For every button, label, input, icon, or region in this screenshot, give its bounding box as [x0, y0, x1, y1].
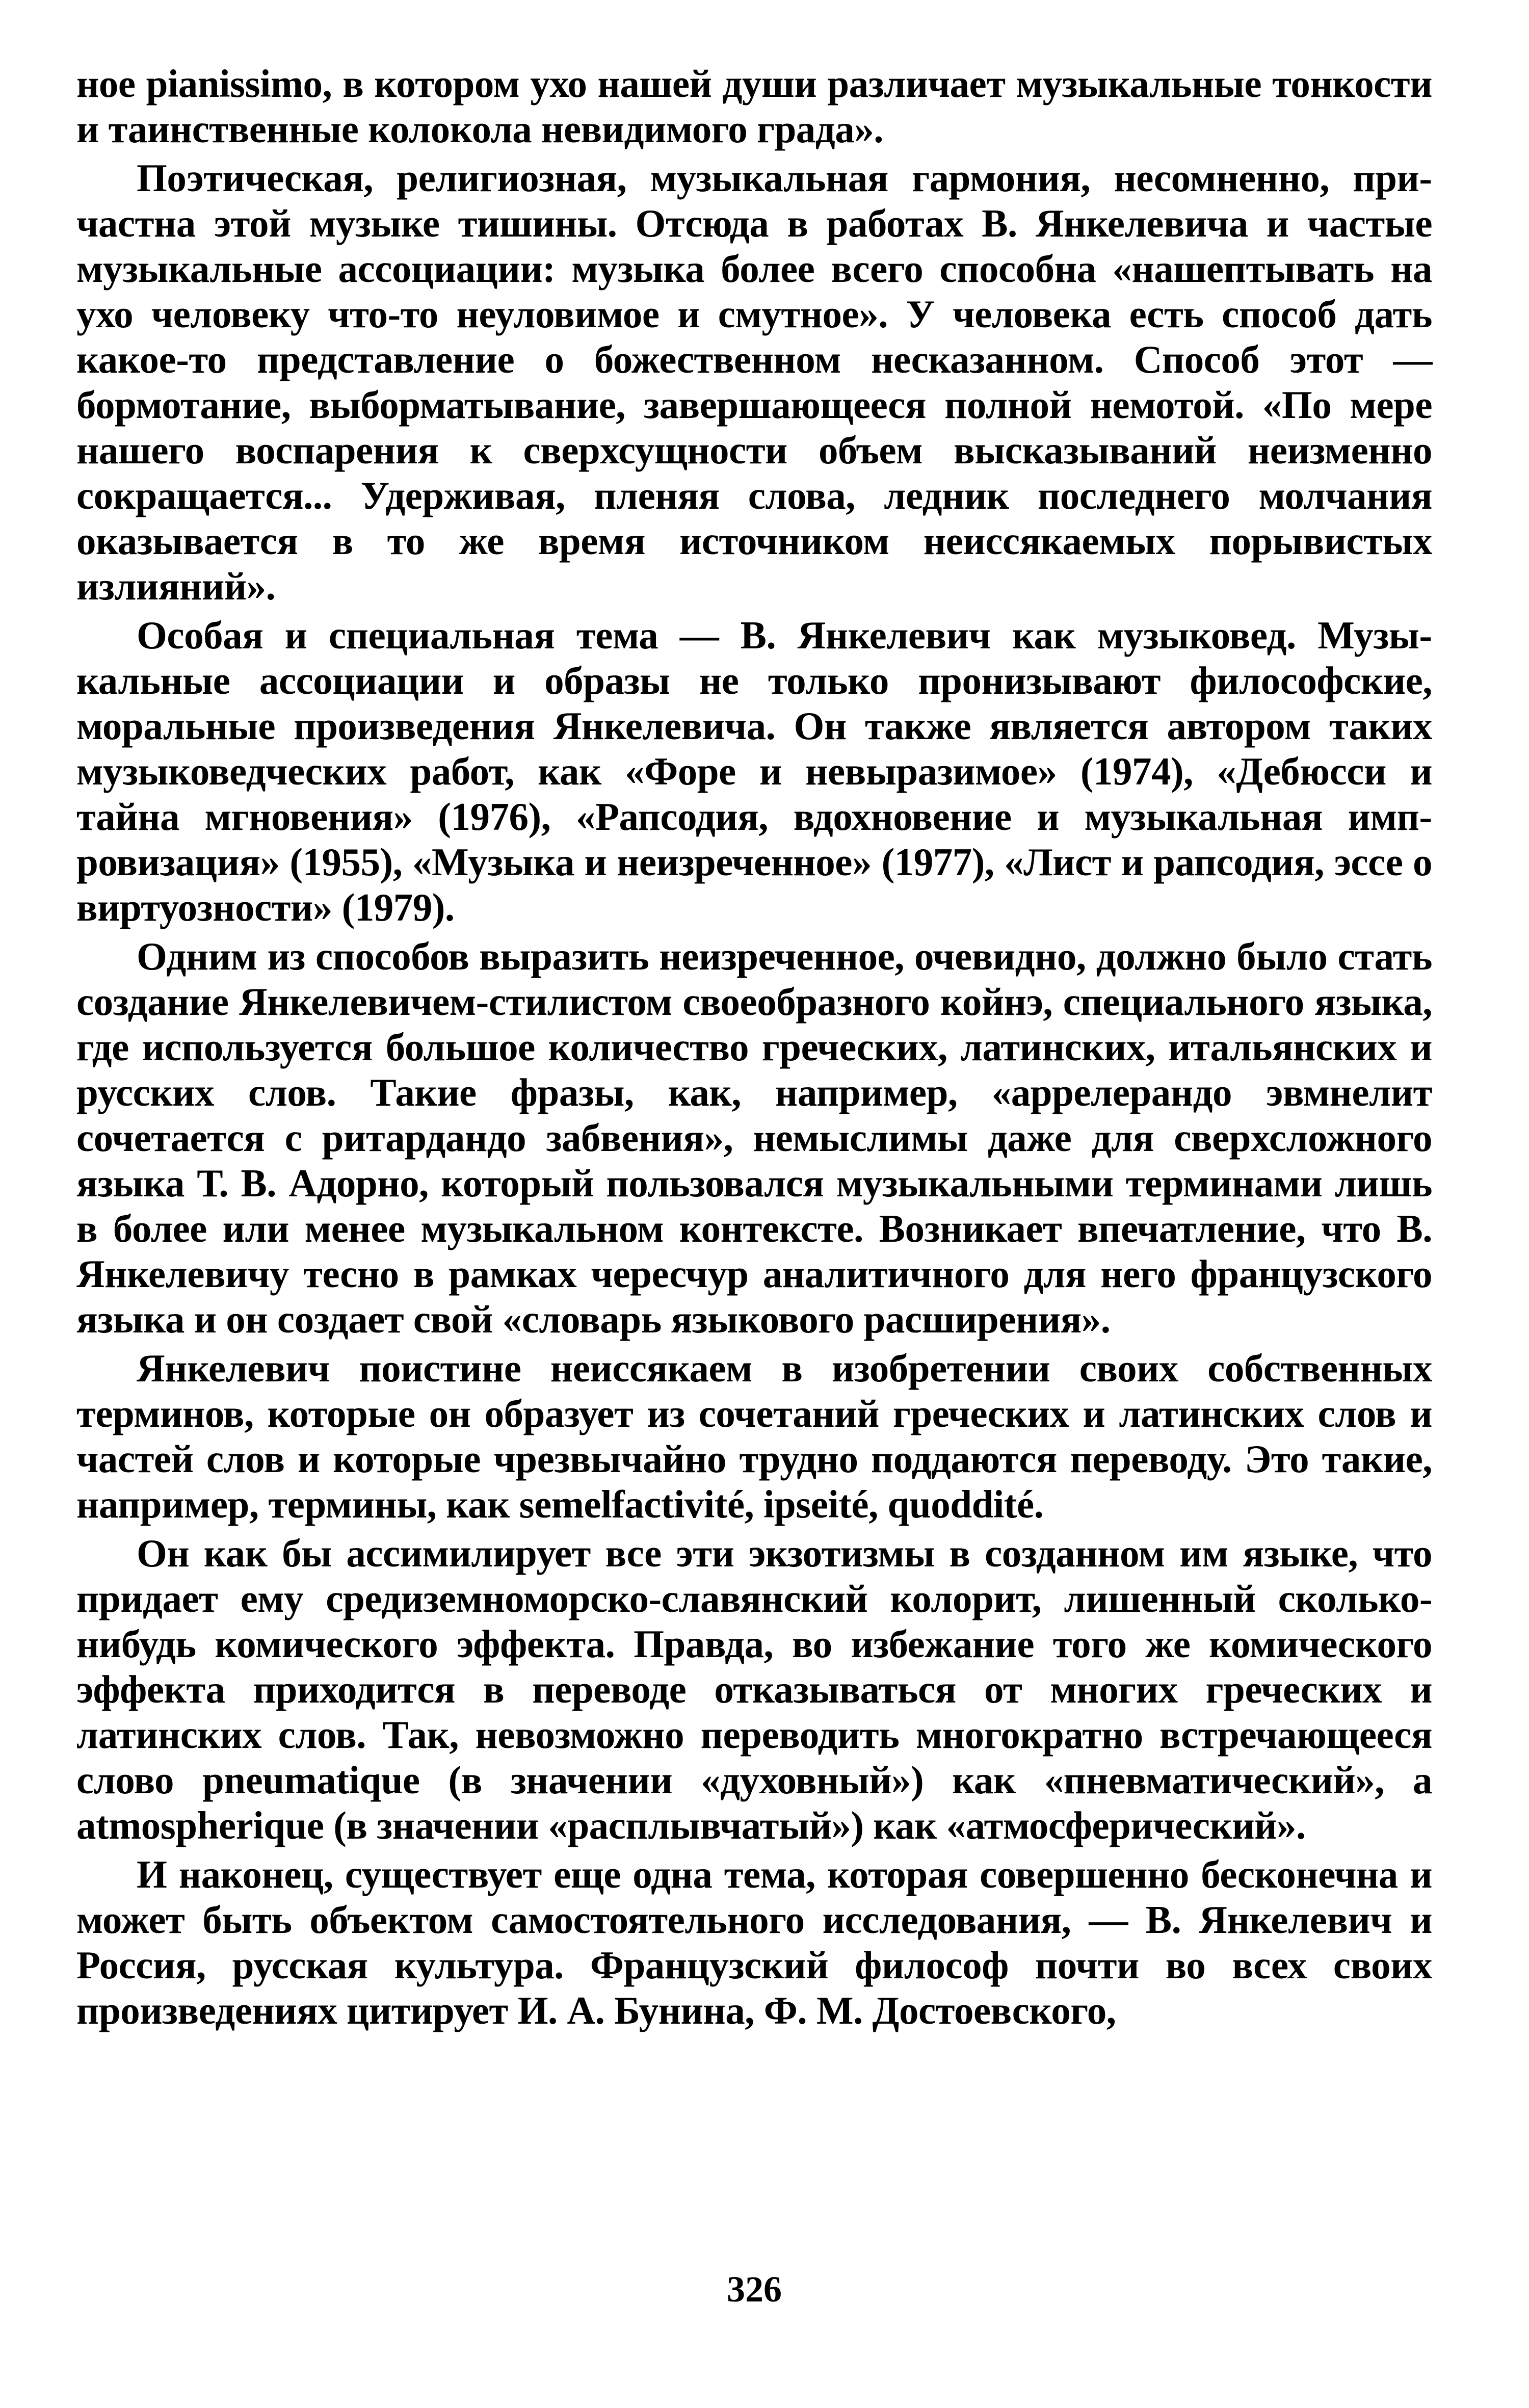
paragraph: Янкелевич поистине неиссякаем в изобретении своих собственных терминов, которые он образует из сочетаний греческих и латинских слов и частей слов и которые чрезвычайно трудно поддаются переводу. Это такие, например, термины, как semelfactivité, ipseité, quoddité. — [76, 1346, 1432, 1526]
body-text — [76, 61, 1432, 2033]
book-page — [76, 61, 1432, 2345]
paragraph: И наконец, существует еще одна тема, которая совершенно бесконечна и может быть объектом самостоятельного исследования, — В. Янкелевич и Россия, русская культура. Французский философ почти во всех своих произведениях цитирует И. А. Бунина, Ф. М. Достоевского, — [76, 1852, 1432, 2032]
paragraph-continued: ное pianissimo, в котором ухо нашей души различает музыкальные тонкости и таинственные колокола невидимого града». — [76, 62, 1432, 151]
paragraph: Одним из способов выразить неизреченное, очевидно, должно было стать создание Янкелевичем-стилистом своеобразного койнэ, специального языка, где используется большое количество греческих, латинских, итальянских и русских слов. Такие фразы, как, например, «аррелерандо эвмнелит сочетается с ритардандо забвения», немыслимы даже для сверхсложного языка Т. В. Адорно, который пользовался музыкальными терминами лишь в более или менее музыкальном контексте. Возникает впечатление, что В. Янкелевичу тесно в рамках чересчур аналитичного для него французского языка и он создает свой «словарь языкового расширения». — [76, 934, 1432, 1341]
paragraph: Он как бы ассимилирует все эти экзотизмы в созданном им языке, что придает ему средиземноморско-славянский колорит, лишенный сколько-нибудь комического эффекта. Правда, во избежание того же комического эффекта приходится в переводе отказываться от многих греческих и латинских слов. Так, невозможно переводить многократно встречающееся слово pneumatique (в значении «духовный») как «пневматический», а atmospherique (в значении «расплывчатый») как «атмосферический». — [76, 1531, 1432, 1847]
paragraph: Поэтическая, религиозная, музыкальная гармония, несомненно, причастна этой музыке тишины. Отсюда в работах В. Янкелевича и частые музыкальные ассоциации: музыка более всего способна «нашептывать на ухо человеку что-то неуловимое и смутное». У человека есть способ дать какое-то представление о божественном несказанном. Способ этот — бормотание, выборматывание, завершающееся полной немотой. «По мере нашего воспарения к сверхсущности объем высказываний неизменно сокращается... Удерживая, пленяя слова, ледник последнего молчания оказывается в то же время источником неиссякаемых порывистых излияний». — [76, 156, 1432, 608]
paragraph: Особая и специальная тема — В. Янкелевич как музыковед. Музыкальные ассоциации и образы не только пронизывают философские, моральные произведения Янкелевича. Он также является автором таких музыковедческих работ, как «Форе и невыразимое» (1974), «Дебюсси и тайна мгновения» (1976), «Рапсодия, вдохновение и музыкальная импровизация» (1955), «Музыка и неизреченное» (1977), «Лист и рапсодия, эссе о виртуозности» (1979). — [76, 613, 1432, 929]
page-number: 326 — [727, 2269, 782, 2310]
